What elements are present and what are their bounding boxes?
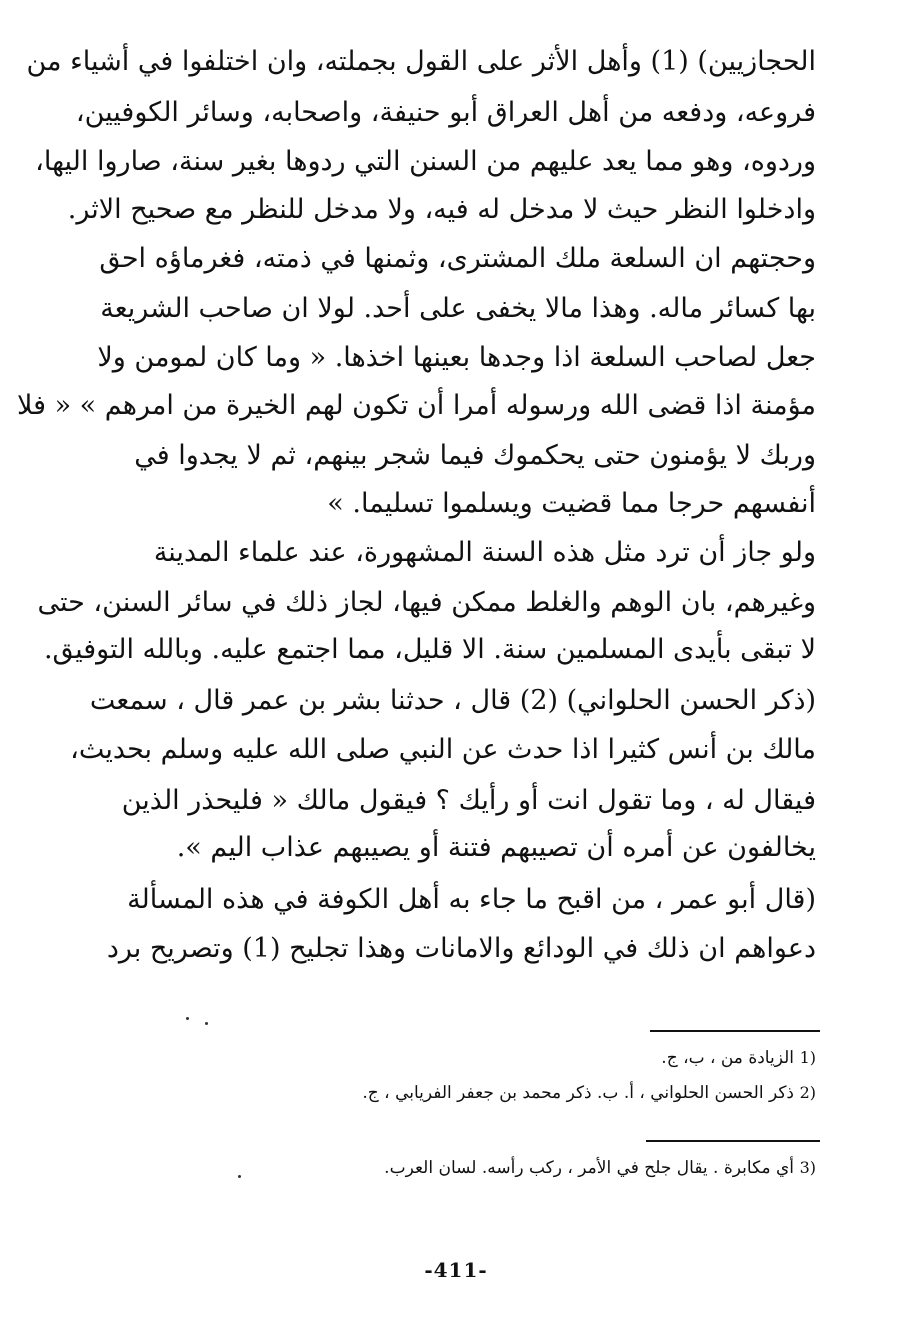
- scan-speck: [186, 1017, 189, 1020]
- text-line: الحجازيين) (1) وأهل الأثر على القول بجملته، وان اختلفوا في أشياء من: [26, 46, 816, 77]
- footnote-number: 3): [799, 1158, 816, 1177]
- text-line: وربك لا يؤمنون حتى يحكموك فيما شجر بينهم، ثم لا يجدوا في: [134, 440, 816, 471]
- text-line: بها كسائر ماله. وهذا مالا يخفى على أحد. لولا ان صاحب الشريعة: [100, 293, 816, 324]
- footnote-number: 2): [799, 1083, 816, 1102]
- text-line: فروعه، ودفعه من أهل العراق أبو حنيفة، واصحابه، وسائر الكوفيين،: [75, 97, 816, 128]
- text-line: وحجتهم ان السلعة ملك المشترى، وثمنها في ذمته، فغرماؤه احق: [99, 243, 816, 274]
- footnote-text: ذكر الحسن الحلواني ، أ. ب. ذكر محمد بن جعفر الفريابي ، ج.: [362, 1083, 794, 1103]
- footnote-text: أي مكابرة . يقال جلح في الأمر ، ركب رأسه. لسان العرب.: [384, 1158, 794, 1178]
- scan-speck: [205, 1022, 208, 1025]
- text-line: وغيرهم، بان الوهم والغلط ممكن فيها، لجاز ذلك في سائر السنن، حتى: [37, 587, 816, 618]
- text-line: جعل لصاحب السلعة اذا وجدها بعينها اخذها. « وما كان لمومن ولا: [97, 342, 816, 373]
- text-line: وادخلوا النظر حيث لا مدخل له فيه، ولا مدخل للنظر مع صحيح الاثر.: [67, 194, 816, 225]
- text-line: لا تبقى بأيدى المسلمين سنة. الا قليل، مما اجتمع عليه. وبالله التوفيق.: [43, 634, 816, 665]
- text-line: (قال أبو عمر ، من اقبح ما جاء به أهل الكوفة في هذه المسألة: [127, 884, 816, 915]
- footnote-separator-top: [650, 1030, 820, 1032]
- text-line: يخالفون عن أمره أن تصيبهم فتنة أو يصيبهم عذاب اليم ».: [176, 832, 816, 863]
- text-line: مؤمنة اذا قضى الله ورسوله أمرا أن تكون لهم الخيرة من امرهم » « فلا: [16, 390, 816, 421]
- text-line: ولو جاز أن ترد مثل هذه السنة المشهورة، عند علماء المدينة: [153, 537, 816, 568]
- footnote-number: 1): [799, 1048, 816, 1067]
- footnote-text: الزيادة من ، ب، ج.: [661, 1048, 794, 1068]
- footnote-separator-bottom: [646, 1140, 820, 1142]
- text-line: مالك بن أنس كثيرا اذا حدث عن النبي صلى الله عليه وسلم بحديث،: [70, 734, 816, 765]
- text-line: دعواهم ان ذلك في الودائع والامانات وهذا تجليح (1) وتصريح برد: [106, 933, 816, 964]
- scan-speck: [238, 1175, 241, 1178]
- text-line: فيقال له ، وما تقول انت أو رأيك ؟ فيقول مالك « فليحذر الذين: [121, 785, 816, 816]
- text-line: أنفسهم حرجا مما قضيت ويسلموا تسليما. »: [327, 488, 816, 519]
- page-number: -411-: [424, 1258, 488, 1282]
- text-line: وردوه، وهو مما يعد عليهم من السنن التي ردوها بغير سنة، صاروا اليها،: [35, 146, 816, 177]
- text-line: (ذكر الحسن الحلواني) (2) قال ، حدثنا بشر بن عمر قال ، سمعت: [89, 685, 816, 716]
